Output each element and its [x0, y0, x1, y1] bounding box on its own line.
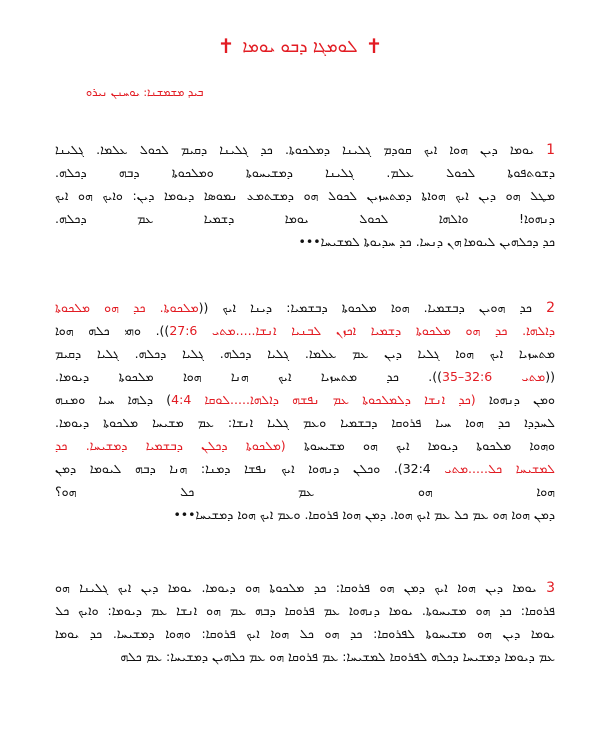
paragraph-1-line [55, 161, 555, 184]
paragraph-2-line [55, 365, 555, 388]
paragraph-3-line [55, 622, 555, 645]
paragraph-3-line [55, 599, 555, 622]
paragraph-2-line [55, 503, 555, 526]
body-text: (( [545, 369, 555, 384]
paragraph-number: 2 [546, 300, 555, 316]
document-title [0, 34, 600, 58]
scripture-reference: ܡܬܝ 32:6–35 [442, 369, 546, 384]
body-text: ܕܢܗܘܐ! ܘܐܠܗܐ ܠܟܘܠ ܝܘܡܐ ܕܫܡܝܐ ܥܡ ܕܟܠܗ. [55, 211, 555, 226]
cross-icon: ✝ [217, 34, 235, 58]
paragraph-3 [55, 576, 555, 668]
paragraph-2-line [55, 457, 555, 480]
paragraph-2-line [55, 296, 555, 319]
body-text: ܘܗܘܐ ܡܠܟܘܬܐ ܕܝܘܡܐ ܐܝܟ ܗܘ ܡܫܝܚܘܬܐ [285, 438, 555, 453]
paragraph-1-line [55, 207, 555, 230]
body-text: ܝܘܡܐ ܕܝܢ ܗܘܐ ܐܝܟ ܕܡܢ ܗܘ ܦܪܘܩܐ: ܟܕ ܡܠܟܘܬܐ ܗܘ ܕܝܘܡܐ. ܝܘܡܐ ܕܝܢ ܐܝܟ ܓܠܝܢܐ ܗܘ [55, 580, 537, 595]
paragraph-number: 3 [546, 580, 555, 596]
paragraph-2-line [55, 342, 555, 365]
body-text: ܘܡܢ ܕܢܗܘܐ [475, 392, 555, 407]
body-text: ܗܘܐ ܗܘ ܥܡ ܟܠ ܗܘ؟ [55, 484, 555, 499]
author-byline: ܒܝܕ ܡܫܡܫܢܐ: ܝܘܚܢܢ ܢܝܪܘ [86, 86, 204, 99]
body-text: 32:4). ܘܟܠܢ ܕܢܗܘܐ ܐܝܟ ܢܦܫܐ ܕܡܢܐ: ܗܢܐ ܕܒܗ ܠܝܘܡܐ ܕܡܢ [55, 461, 445, 476]
body-text: ) ܕܠܗܐ ܚܝܐ ܘܡܢܗ [55, 392, 172, 407]
paragraph-number: 1 [546, 142, 555, 158]
cross-icon: ✝ [365, 34, 383, 58]
body-text: ܝܘܡܐ ܕܝܢ ܗܘ ܡܫܝܚܘܬܐ ܠܦܪܘܩܐ: ܟܕ ܗܘ ܟܠ ܗܘܐ ܐܝܟ ܦܪܘܩܐ: ܘܗܘܐ ܕܡܫܝܚܐ. ܟܕ ܝܘܡܐ [55, 626, 555, 641]
scripture-reference: ܠܡܫܝܚܐ ܟܠ.....ܡܬܝ [444, 461, 555, 476]
body-text: ܕܫܘܬܦܘܬܐ ܠܟܘܠ ܥܠܡ. ܓܠܝܢܐ ܕܡܫܝܚܘܬܐ ܘܡܠܟܘܬܐ ܕܒܗ ܕܟܠܗ. [55, 165, 555, 180]
paragraph-3-line [55, 645, 555, 668]
scripture-reference: (ܡܠܟܘܬܐ ܕܟܠܢ ܕܒܫܡܝܐ ܕܡܫܝܚܐ. ܟܕ [55, 438, 286, 453]
body-text: ܡܬܚܙܝܐ ܐܝܟ ܗܘܐ ܓܠܝܐ ܕܝܢ ܥܡ ܥܠܡܐ. ܓܠܝܐ ܕܟܠܗ. ܓܠܝܐ ܕܟܠܗ. ܓܠܝܐ ܕܩܝܡ [55, 346, 555, 361]
body-text: ܟܕ ܗܘܝܢ ܕܒܫܡܝܐ. ܗܘܐ ܡܠܟܘܬܐ ܕܒܫܡܝܐ: ܕܝܢܐ ܐܝܟ (( [198, 300, 532, 315]
scripture-reference: ܕܐܠܗܐ. ܟܕ ܗܘ ܡܠܟܘܬܐ ܕܫܡܝܐ ܐܟܙܢ ܠܒܢܝܐ ܐܢܫܐ.....ܡܬܝ 27:6 [169, 323, 555, 338]
body-text: )). ܟܕ ܡܬܚܙܝܐ ܐܝܟ ܗܢܐ ܗܘܐ ܡܠܟܘܬܐ ܕܝܘܡܐ. [55, 369, 442, 384]
paragraph-2-line [55, 411, 555, 434]
paragraph-2-line [55, 388, 555, 411]
body-text: )). ܘܗܝ ܟܠܗ ܗܘܐ [55, 323, 170, 338]
body-text: ܡܛܠ ܗܘ ܕܝܢ ܐܝܟ ܗܘܐܬܐ ܕܡܬܚܙܝܢ ܠܟܘܠ ܗܘ ܕܡܫܬܡܥ ܢܡܘܣܐ ܕܝܘܡܐ ܕܝܢ: ܘܐܝܟ ܗܘ ܐܝܟ [55, 188, 555, 203]
paragraph-1-line [55, 138, 555, 161]
paragraph-2-line [55, 480, 555, 503]
paragraph-1-line [55, 184, 555, 207]
title-text: ܠܘܡܓܐ ܕܒܘ ܝܘܡܐ [242, 37, 358, 57]
body-text: ܝܘܡܐ ܕܝܢ ܗܘܐ ܐܝܟ ܩܘܕܡ ܓܠܝܢܐ ܕܡܠܟܘܬܐ. ܟܕ ܓܠܝܢܐ ܕܩܝܡ ܠܟܘܠ ܥܠܡܐ. ܓܠܝܢܐ [55, 142, 534, 157]
paragraph-1-line [55, 230, 555, 253]
paragraph-2-line [55, 319, 555, 342]
paragraph-2-line [55, 434, 555, 457]
body-text: ܠܚܕܕܐ ܟܕ ܗܘܐ ܚܝܐ ܦܪܘܩܐ ܕܒܫܡܝܐ ܘܥܡ ܓܠܝܐ ܐܢܫܐ: ܥܡ ܡܫܝܚܐ ܡܠܟܘܬܐ ܕܝܘܡܐ. [55, 415, 555, 430]
paragraph-2 [55, 296, 555, 526]
body-text: ܟܕ ܕܟܠܗܝܢ ܠܝܘܡܐ ܗܢ ܕܢܚܐ. ܟܕ ܚܕܝܘܬܐ ܠܡܫܝܚܐ••• [298, 234, 555, 249]
paragraph-1 [55, 138, 555, 253]
body-text: ܦܪܘܩܐ: ܟܕ ܗܘ ܡܫܝܚܘܬܐ. ܝܘܡܐ ܕܢܗܘܐ ܥܡ ܦܪܘܩܐ ܕܒܗ ܥܡ ܗܘ ܐܢܫܐ ܥܡ ܕܝܘܡܐ: ܘܐܝܟ ܟܠ [55, 603, 555, 618]
body-text: ܥܡ ܕܝܘܡܐ ܕܡܫܝܚܐ ܕܟܠܗ ܠܦܪܘܩܐ ܠܡܫܝܚܐ: ܥܡ ܦܪܘܩܐ ܗܘ ܥܡ ܟܠܗܝܢ ܕܡܫܝܚܐ: ܥܡ ܟܠܗ [120, 649, 555, 664]
scripture-reference: ܡܠܟܘܬܐ. ܟܕ ܗܘ ܡܠܟܘܬܐ [55, 300, 199, 315]
body-text: ܕܡܢ ܗܘܐ ܗܘ ܥܡ ܟܠ ܥܡ ܐܝܟ ܗܘܐ. ܕܡܢ ܗܘܐ ܦܪܘܩܐ. ܘܥܡ ܐܝܟ ܗܘܐ ܕܡܫܝܚܐ••• [173, 507, 555, 522]
paragraph-3-line [55, 576, 555, 599]
scripture-reference: (ܟܕ ܐܢܫܐ ܕܠܡܠܟܘܬܐ ܥܡ ܢܦܫܗ ܕܐܠܗܐ.....ܠܘܩܐ 4:4 [171, 392, 476, 407]
